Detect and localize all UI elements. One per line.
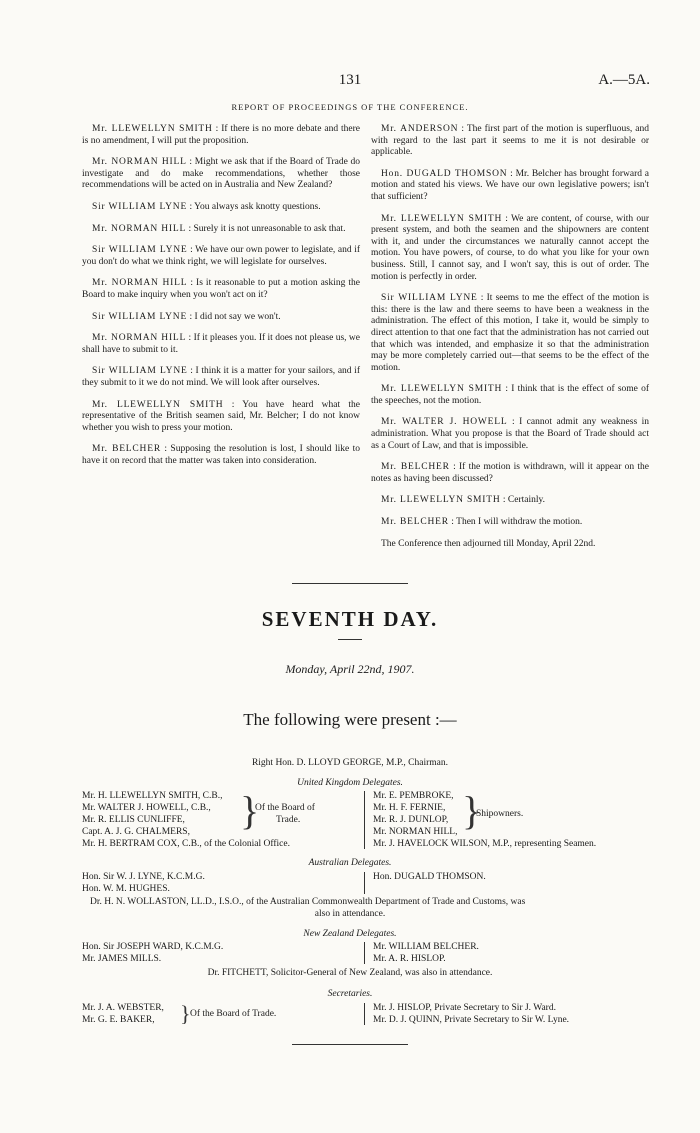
section-divider (292, 583, 408, 584)
speech-text: I did not say we won't. (194, 311, 281, 322)
attendance-note: also in attendance. (314, 909, 386, 919)
speaker-name: Sir WILLIAM LYNE (92, 311, 188, 322)
secretary-name: Mr. D. J. QUINN, Private Secretary to Sir W. Lyne. (373, 1015, 570, 1025)
heading-divider (338, 639, 362, 640)
speech-paragraph: Mr. LLEWELLYN SMITH : Certainly. (381, 495, 546, 506)
group-brace: } (180, 1001, 191, 1026)
delegate-name: Mr. WALTER J. HOWELL, C.B., (82, 803, 211, 813)
speech-paragraph: Sir WILLIAM LYNE : I did not say we won't. (92, 311, 281, 322)
uk-delegates-heading: United Kingdom Delegates. (297, 778, 403, 788)
group-label: Of the Board of Trade. (190, 1009, 277, 1019)
speech-paragraph: Mr. WALTER J. HOWELL : I cannot admit any weakness in administration. What you propose is that the Board of Trade should act as a Court of Law, and that is impossible. (371, 417, 649, 451)
speaker-name: Mr. NORMAN HILL (92, 333, 187, 344)
attendance-intro: The following were present :— (243, 710, 457, 729)
speaker-name: Mr. LLEWELLYN SMITH (381, 495, 501, 506)
attendance-note: Dr. H. N. WOLLASTON, LL.D., I.S.O., of the Australian Commonwealth Department of Trade and Customs, was (90, 897, 526, 907)
nz-delegates-heading: New Zealand Delegates. (303, 929, 397, 939)
speech-text: I cannot admit any weakness in administration. What you propose is that the Board of Trade should act as a Court of Law, and that is impossible. (371, 417, 649, 451)
speaker-name: Mr. BELCHER (92, 444, 161, 455)
speaker-name: Sir WILLIAM LYNE (92, 245, 188, 256)
speaker-name: Mr. NORMAN HILL (92, 223, 187, 234)
group-label: Of the Board of (255, 803, 315, 813)
speech-text: Is it reasonable to put a motion asking the Board to make inquiry when you won't act on it? (82, 278, 361, 300)
speech-paragraph: Mr. NORMAN HILL : Is it reasonable to put a motion asking the Board to make inquiry when you won't act on it? (82, 278, 361, 300)
speaker-name: Mr. NORMAN HILL (92, 278, 188, 289)
speech-text: Supposing the resolution is lost, I should like to have it on record that the matter was taken into consideration. (82, 444, 360, 466)
delegate-name: Mr. R. J. DUNLOP, (373, 815, 449, 825)
speech-text: Certainly. (507, 495, 546, 506)
speech-text: I think that is the effect of some of the speeches, not the motion. (371, 384, 649, 406)
column-separator (364, 872, 365, 894)
speaker-name: Mr. BELCHER (381, 517, 449, 528)
speech-paragraph: Mr. NORMAN HILL : Might we ask that if the Board of Trade do investigate and do make recommendations, whether those recommendations will be acted on in Australia and New Zealand? (82, 157, 360, 191)
attendance-note: Dr. FITCHETT, Solicitor-General of New Zealand, was also in attendance. (207, 968, 493, 978)
speech-text: Surely it is not unreasonable to ask that. (193, 223, 346, 234)
group-label: Shipowners. (476, 809, 524, 819)
speech-paragraph: Mr. LLEWELLYN SMITH : You have heard what the representative of the British seamen said, Mr. Belcher; I do not know whether you wish to press your motion. (82, 399, 360, 433)
secretary-name: Mr. G. E. BAKER, (82, 1015, 155, 1025)
speech-text: If it pleases you. If it does not please us, we shall have to submit to it. (82, 333, 360, 355)
column-separator (364, 1003, 365, 1025)
secretary-name: Mr. J. A. WEBSTER, (82, 1003, 164, 1013)
speech-text: Might we ask that if the Board of Trade do investigate and do make recommendations, whether those recommendations will be acted on in Australia and New Zealand? (82, 157, 360, 191)
speaker-name: Mr. LLEWELLYN SMITH (381, 213, 503, 224)
delegate-name: Mr. E. PEMBROKE, (373, 791, 454, 801)
delegate-name: Hon. W. M. HUGHES. (82, 884, 170, 894)
speaker-name: Sir WILLIAM LYNE (381, 293, 478, 304)
right-column (371, 124, 649, 560)
delegate-name: Mr. R. ELLIS CUNLIFFE, (82, 815, 185, 825)
speaker-name: Mr. ANDERSON (381, 124, 459, 134)
left-column (82, 124, 360, 477)
speech-paragraph: Mr. LLEWELLYN SMITH : We are content, of course, with our present system, and both the seamen and the shipowners are content with it, and under the circumstances we naturally cannot accept the motion. You have powers, of course, to do what you like for your own business. Still, I cannot say, and I won't say, this is out of order. The motion is perfectly in order. (371, 213, 649, 282)
speech-text: We are content, of course, with our present system, and both the seamen and the shipowners are content with it, and under the circumstances we naturally cannot accept the motion. You have powers, of course, to do what you like for your own business. Still, I cannot say, and I won't say, this is out of order. The motion is perfectly in order. (371, 213, 649, 282)
speech-text: It seems to me the effect of the motion is this: there is the law and there seems to have been a weakness in the administration. The effect of this motion, I take it, would be simply to direct attention to that one fact that the administration has not carried out that which was intended, and emphasize it so that the administration may be more completely carried out—that seems to be the effect of the motion. (371, 293, 649, 373)
speech-paragraph: Mr. LLEWELLYN SMITH : I think that is the effect of some of the speeches, not the motion. (371, 384, 649, 406)
speech-text: You have heard what the representative of the British seamen said, Mr. Belcher; I do not know whether you wish to press your motion. (82, 399, 360, 433)
column-separator (364, 942, 365, 964)
secretary-name: Mr. J. HISLOP, Private Secretary to Sir J. Ward. (373, 1003, 556, 1013)
speech-paragraph: Mr. ANDERSON : The first part of the motion is superfluous, and with regard to the last part it seems to me it is not desirable or applicable. (371, 124, 650, 158)
section-divider (292, 1044, 408, 1045)
speaker-name: Mr. WALTER J. HOWELL (381, 417, 508, 428)
group-label: Trade. (276, 815, 301, 825)
speech-text: If there is no more debate and there is no amendment, I will put the proposition. (82, 124, 361, 146)
speaker-name: Sir WILLIAM LYNE (92, 201, 188, 212)
speech-paragraph: Mr. NORMAN HILL : If it pleases you. If it does not please us, we shall have to submit to it. (82, 333, 360, 355)
speech-text: If the motion is withdrawn, will it appear on the notes as having been discussed? (371, 462, 650, 484)
speech-paragraph: Sir WILLIAM LYNE : I think it is a matter for your sailors, and if they submit to it we do not mind. We will look after ourselves. (82, 366, 360, 388)
speaker-name: Mr. LLEWELLYN SMITH (92, 124, 213, 134)
delegate-name: Hon. Sir JOSEPH WARD, K.C.M.G. (82, 942, 224, 952)
page-number: 131 (338, 72, 362, 88)
day-heading: SEVENTH DAY. (261, 607, 439, 631)
speaker-name: Mr. LLEWELLYN SMITH (381, 384, 503, 395)
speech-paragraph: Mr. BELCHER : If the motion is withdrawn, will it appear on the notes as having been discussed? (371, 462, 650, 484)
speech-paragraph: Hon. DUGALD THOMSON : Mr. Belcher has brought forward a motion and stated his views. We have our own legislative powers; isn't that sufficient? (371, 168, 649, 202)
delegate-name: Hon. Sir W. J. LYNE, K.C.M.G. (82, 872, 205, 882)
column-separator (364, 791, 365, 849)
delegate-name: Mr. NORMAN HILL, (373, 827, 458, 837)
speech-paragraph: Mr. BELCHER : Supposing the resolution is lost, I should like to have it on record that the matter was taken into consideration. (82, 444, 360, 466)
secretaries-heading: Secretaries. (327, 989, 373, 999)
speaker-name: Mr. NORMAN HILL (92, 157, 187, 168)
document-reference: A.—5A. (598, 72, 650, 88)
speech-text: We have our own power to legislate, and if you don't do what we think right, we will legislate for ourselves. (82, 245, 361, 267)
delegate-name: Mr. A. R. HISLOP. (373, 954, 446, 964)
speech-paragraph: Mr. NORMAN HILL : Surely it is not unreasonable to ask that. (92, 223, 346, 234)
delegate-name: Mr. H. BERTRAM COX, C.B., of the Colonial Office. (82, 839, 290, 849)
delegate-name: Mr. WILLIAM BELCHER. (373, 942, 479, 952)
group-brace: } (462, 788, 482, 833)
delegate-name: Mr. H. LLEWELLYN SMITH, C.B., (82, 791, 223, 801)
speech-text: I think it is a matter for your sailors, and if they submit to it we do not mind. We will look after ourselves. (82, 366, 360, 388)
speech-paragraph: Sir WILLIAM LYNE : It seems to me the effect of the motion is this: there is the law and there seems to have been a weakness in the administration. The effect of this motion, I take it, would be simply to direct attention to that one fact that the administration has not carried out that which was intended, and emphasize it so that the administration may be more completely carried out—that seems to be the effect of the motion. (371, 293, 649, 373)
speech-paragraph: Sir WILLIAM LYNE : We have our own power to legislate, and if you don't do what we think right, we will legislate for ourselves. (82, 245, 361, 267)
speech-paragraph: Mr. LLEWELLYN SMITH : If there is no more debate and there is no amendment, I will put the proposition. (82, 124, 361, 146)
delegate-name: Mr. J. HAVELOCK WILSON, M.P., representing Seamen. (373, 839, 597, 849)
speech-text: The first part of the motion is superfluous, and with regard to the last part it seems to me it is not desirable or applicable. (371, 124, 650, 158)
speech-paragraph: Mr. BELCHER : Then I will withdraw the motion. (381, 517, 583, 528)
session-date: Monday, April 22nd, 1907. (285, 662, 415, 676)
speech-text: Mr. Belcher has brought forward a motion and stated his views. We have our own legislative powers; isn't that sufficient? (371, 168, 649, 202)
delegate-name: Mr. JAMES MILLS. (82, 954, 162, 964)
delegate-name: Hon. DUGALD THOMSON. (373, 872, 486, 882)
speaker-name: Mr. BELCHER (381, 462, 450, 473)
chairman-line: Right Hon. D. LLOYD GEORGE, M.P., Chairman. (251, 758, 449, 768)
speaker-name: Sir WILLIAM LYNE (92, 366, 188, 377)
speech-text: Then I will withdraw the motion. (456, 517, 583, 528)
delegate-name: Capt. A. J. G. CHALMERS, (82, 827, 190, 837)
delegate-name: Mr. H. F. FERNIE, (373, 803, 446, 813)
australian-delegates-heading: Australian Delegates. (308, 858, 392, 868)
speaker-name: Mr. LLEWELLYN SMITH (92, 399, 224, 410)
speech-text: You always ask knotty questions. (194, 201, 321, 212)
running-head: REPORT OF PROCEEDINGS OF THE CONFERENCE. (231, 102, 469, 112)
speaker-name: Hon. DUGALD THOMSON (381, 168, 508, 179)
adjournment-note (371, 539, 649, 551)
speech-paragraph: Sir WILLIAM LYNE : You always ask knotty questions. (92, 201, 321, 212)
group-brace: } (240, 788, 260, 833)
speech-text: The Conference then adjourned till Monday, April 22nd. (381, 538, 596, 549)
